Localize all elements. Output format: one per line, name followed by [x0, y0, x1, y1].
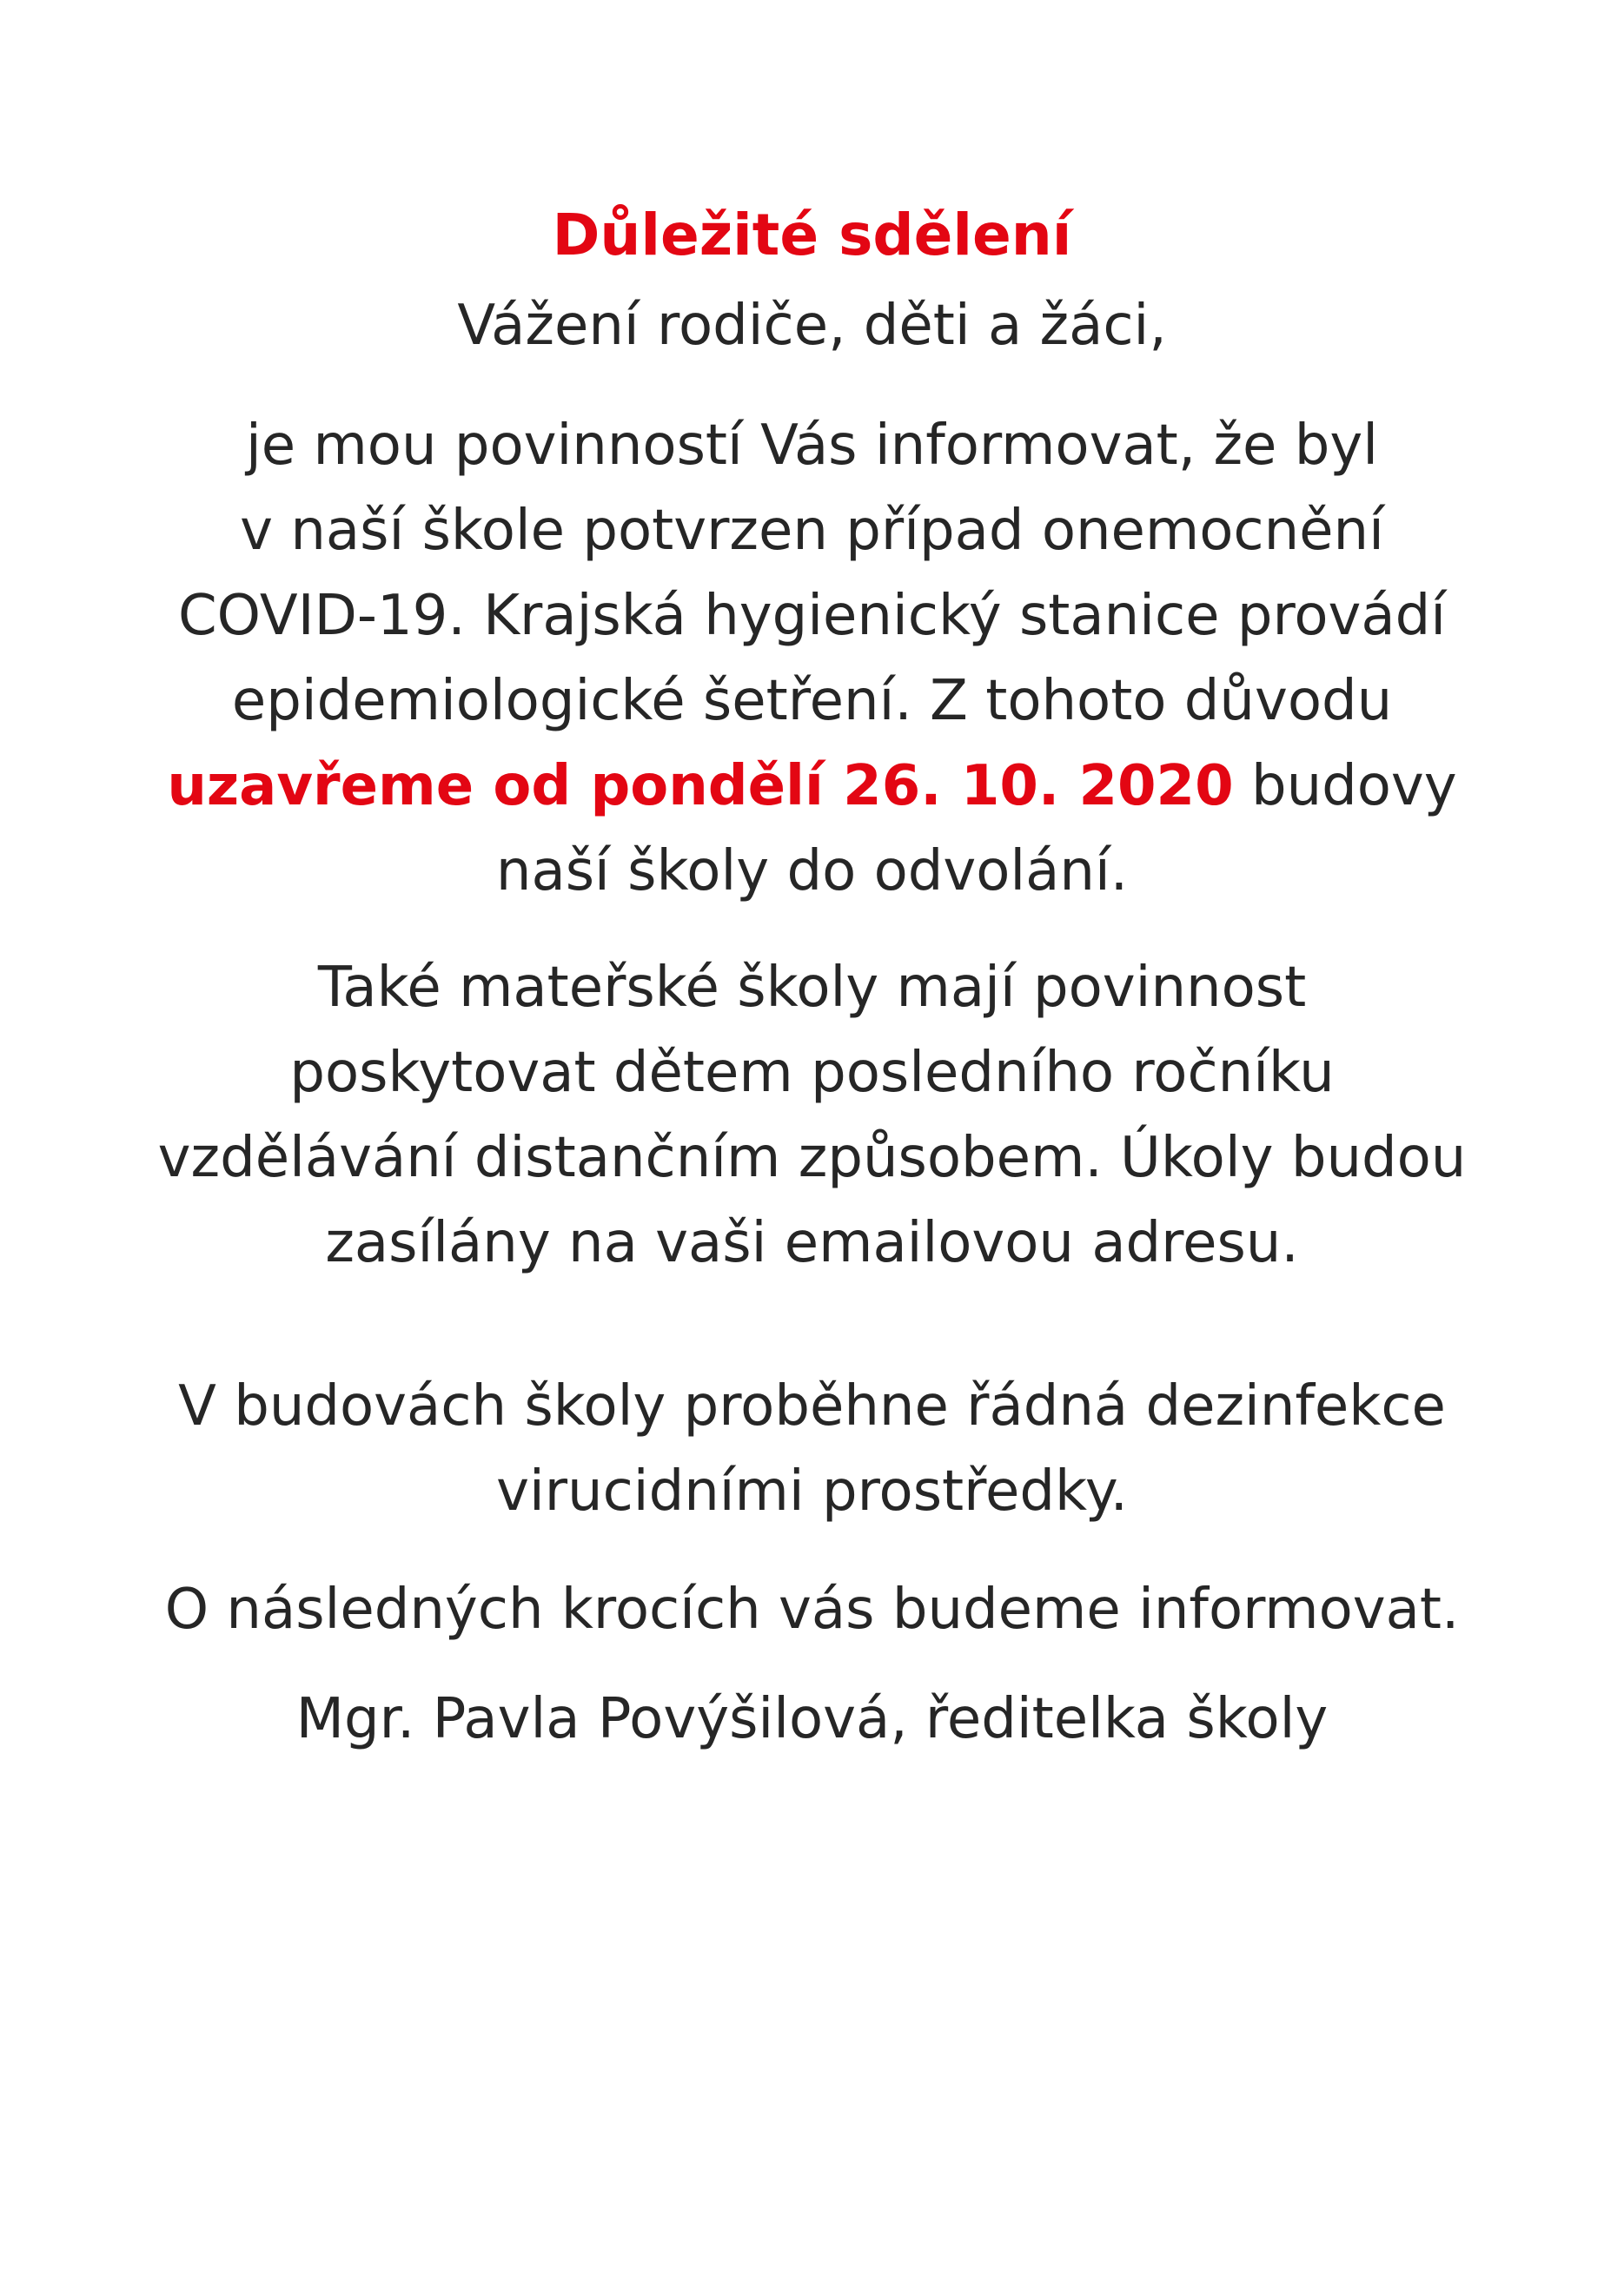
paragraph-line: poskytovat dětem posledního ročníku: [289, 1041, 1335, 1105]
paragraph-line: naší školy do odvolání.: [495, 839, 1129, 903]
paragraph-line: v naší škole potvrzen případ onemocnění: [240, 499, 1384, 563]
signature: Mgr. Pavla Povýšilová, ředitelka školy: [295, 1687, 1329, 1751]
paragraph-line: virucidními prostředky.: [496, 1459, 1128, 1524]
paragraph-line: V budovách školy proběhne řádná dezinfekce: [178, 1374, 1446, 1439]
paragraph-line: COVID-19. Krajská hygienický stanice provádí: [177, 584, 1447, 648]
paragraph-line: Také mateřské školy mají povinnost: [317, 956, 1307, 1020]
paragraph-line-closure: [0, 747, 1624, 825]
greeting: Vážení rodiče, děti a žáci,: [457, 294, 1167, 358]
paragraph-next-steps: O následných krocích vás budeme informovat.: [164, 1578, 1460, 1642]
closure-line-rest: budovy: [1233, 754, 1457, 818]
paragraph-line: je mou povinností Vás informovat, že byl: [245, 414, 1379, 478]
paragraph-line: vzdělávání distančním způsobem. Úkoly budou: [157, 1126, 1467, 1190]
document-title: Důležité sdělení: [552, 202, 1072, 268]
paragraph-line: zasílány na vaši emailovou adresu.: [325, 1211, 1299, 1275]
paragraph-line: epidemiologické šetření. Z tohoto důvodu: [231, 669, 1393, 733]
closure-date-highlight: uzavřeme od pondělí 26. 10. 2020: [167, 754, 1234, 818]
